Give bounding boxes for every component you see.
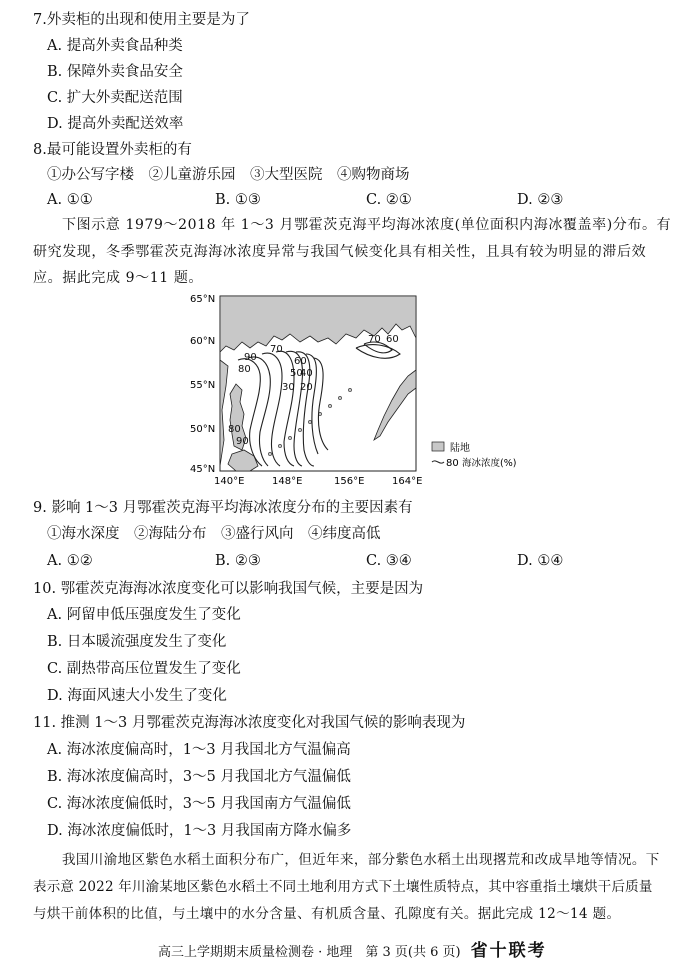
q7-option-a: A. 提高外卖食品种类: [47, 38, 183, 54]
intro2-line2: 表示意 2022 年川渝某地区紫色水稻土不同土地利用方式下土壤性质特点，其中容重指土壤烘干后质量: [33, 879, 653, 895]
lat-label-65: 65°N: [190, 294, 216, 305]
contour-label: 70: [368, 334, 381, 345]
lat-label-50: 50°N: [190, 424, 216, 435]
q10-stem: 10. 鄂霍茨克海海冰浓度变化可以影响我国气候，主要是因为: [33, 581, 424, 597]
q9-stem: 9. 影响 1～3 月鄂霍茨克海平均海冰浓度分布的主要因素有: [33, 500, 413, 516]
q8-option-c: C. ②①: [366, 192, 412, 208]
intro1-line1: 下图示意 1979～2018 年 1～3 月鄂霍茨克海平均海冰浓度(单位面积内海冰覆盖率)分布。有: [62, 217, 672, 233]
legend-contour-label: 海冰浓度(%): [462, 458, 517, 469]
lon-label-148: 148°E: [272, 476, 303, 485]
q9-option-b: B. ②③: [215, 553, 261, 569]
q9-option-d: D. ①④: [517, 553, 564, 569]
page-footer: [158, 936, 547, 961]
contour-label: 40: [300, 368, 313, 379]
lat-label-55: 55°N: [190, 380, 216, 391]
q7-option-c: C. 扩大外卖配送范围: [47, 90, 183, 106]
contour-label: 90: [244, 352, 257, 363]
q10-option-c: C. 副热带高压位置发生了变化: [47, 661, 241, 677]
q7-stem: 7.外卖柜的出现和使用主要是为了: [33, 12, 250, 28]
legend-contour-sample: 80: [446, 458, 459, 469]
q10-option-d: D. 海面风速大小发生了变化: [47, 688, 227, 704]
q9-items: ①海水深度 ②海陆分布 ③盛行风向 ④纬度高低: [47, 526, 381, 542]
q10-option-b: B. 日本暖流强度发生了变化: [47, 634, 227, 650]
footer-text: 高三上学期期末质量检测卷 · 地理 第 3 页(共 6 页): [158, 945, 461, 960]
legend-land-swatch: [432, 442, 444, 451]
lat-label-45: 45°N: [190, 464, 216, 475]
contour-label: 80: [238, 364, 251, 375]
q11-stem: 11. 推测 1～3 月鄂霍茨克海海冰浓度变化对我国气候的影响表现为: [33, 715, 466, 731]
intro2-line3: 与烘干前体积的比值，与土壤中的水分含量、有机质含量、孔隙度有关。据此完成 12～14 题。: [33, 906, 621, 922]
contour-label: 80: [228, 424, 241, 435]
intro1-line2: 研究发现，冬季鄂霍茨克海海冰浓度异常与我国气候变化具有相关性，且具有较为明显的滞后效: [33, 244, 647, 260]
contour-label: 30: [282, 382, 295, 393]
contour-label: 90: [236, 436, 249, 447]
lon-label-140: 140°E: [214, 476, 245, 485]
q11-option-b: B. 海冰浓度偏高时，3～5 月我国北方气温偏低: [47, 769, 351, 785]
map-legend: [432, 441, 516, 469]
q9-option-c: C. ③④: [366, 553, 412, 569]
lon-label-164: 164°E: [392, 476, 423, 485]
legend-contour-line: [432, 461, 444, 463]
contour-label: 50: [290, 368, 303, 379]
q8-option-d: D. ②③: [517, 192, 564, 208]
q8-items: ①办公写字楼 ②儿童游乐园 ③大型医院 ④购物商场: [47, 167, 410, 183]
q7-option-d: D. 提高外卖配送效率: [47, 116, 184, 132]
contour-label: 60: [294, 356, 307, 367]
contour-label: 70: [270, 344, 283, 355]
legend-land-label: 陆地: [450, 443, 470, 454]
q11-option-c: C. 海冰浓度偏低时，3～5 月我国南方气温偏低: [47, 796, 351, 812]
q11-option-d: D. 海冰浓度偏低时，1～3 月我国南方降水偏多: [47, 823, 352, 839]
q10-option-a: A. 阿留申低压强度发生了变化: [47, 607, 241, 623]
q8-option-b: B. ①③: [215, 192, 261, 208]
sea-ice-map: [188, 290, 518, 485]
intro2-line1: 我国川渝地区紫色水稻土面积分布广，但近年来，部分紫色水稻土出现撂荒和改成旱地等情况。下: [62, 852, 660, 868]
q9-option-a: A. ①②: [47, 553, 93, 569]
q8-stem: 8.最可能设置外卖柜的有: [33, 142, 192, 158]
q11-option-a: A. 海冰浓度偏高时，1～3 月我国北方气温偏高: [47, 742, 351, 758]
intro1-line3: 应。据此完成 9～11 题。: [33, 270, 204, 286]
lat-label-60: 60°N: [190, 336, 216, 347]
q7-option-b: B. 保障外卖食品安全: [47, 64, 183, 80]
q8-option-a: A. ①①: [47, 192, 93, 208]
footer-brand: 省十联考: [470, 941, 547, 961]
lon-label-156: 156°E: [334, 476, 365, 485]
contour-label: 20: [300, 382, 313, 393]
contour-label: 60: [386, 334, 399, 345]
